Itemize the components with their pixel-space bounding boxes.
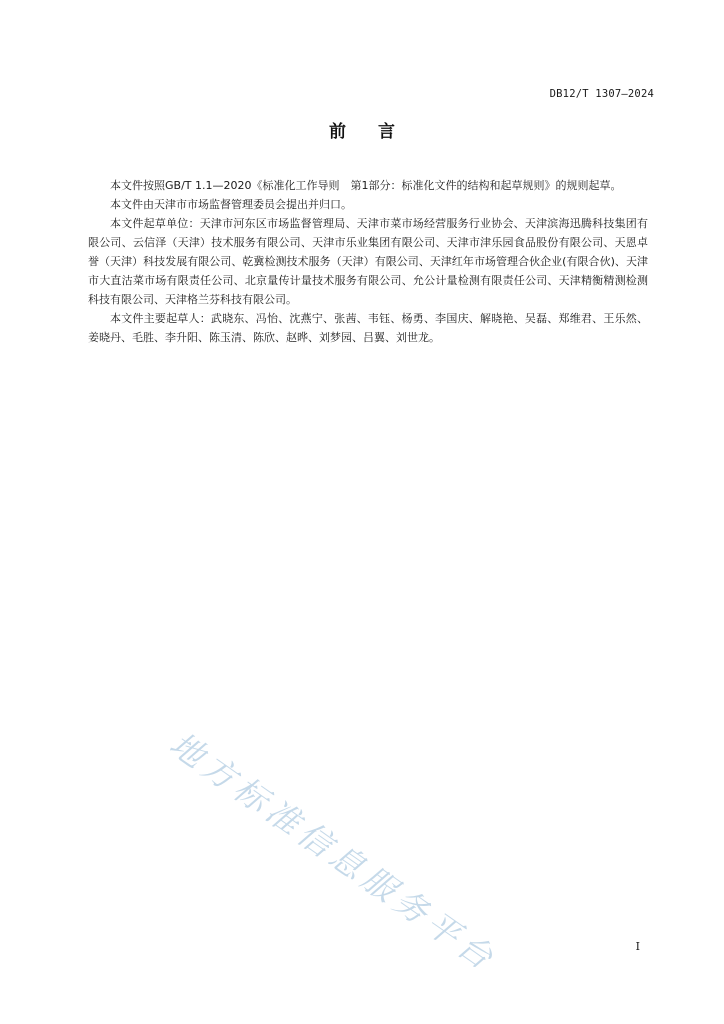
- paragraph-drafters: 本文件主要起草人：武晓东、冯怡、沈燕宁、张茜、韦钰、杨勇、李国庆、解晓艳、吴磊、郑维君、王乐然、姜晓丹、毛胜、李升阳、陈玉清、陈欣、赵晔、刘梦园、吕翼、刘世龙。: [88, 312, 648, 344]
- paragraph-proposer: 本文件由天津市市场监督管理委员会提出并归口。: [110, 198, 352, 211]
- foreword-body: [88, 176, 648, 347]
- page-title: 前言: [329, 122, 427, 142]
- watermark: 地方标准信息服务平台: [162, 724, 505, 980]
- paragraph-drafting-units: 本文件起草单位：天津市河东区市场监督管理局、天津市菜市场经营服务行业协会、天津滨海迅腾科技集团有限公司、云信泽（天津）技术服务有限公司、天津市乐业集团有限公司、天津市津乐园食品股份有限公司、天恩卓誉（天津）科技发展有限公司、乾冀检测技术服务（天津）有限公司、天津红年市场管理合伙企业(有限合伙)、天津市大直沽菜市场有限责任公司、北京量传计量技术服务有限公司、允公计量检测有限责任公司、天津精衡精测检测科技有限公司、天津格兰芬科技有限公司。: [88, 217, 648, 306]
- paragraph-drafting-rules: 本文件按照GB/T 1.1—2020《标准化工作导则 第1部分：标准化文件的结构和起草规则》的规则起草。: [110, 179, 622, 192]
- page-number: I: [635, 940, 640, 953]
- document-code: DB12/T 1307—2024: [549, 88, 654, 100]
